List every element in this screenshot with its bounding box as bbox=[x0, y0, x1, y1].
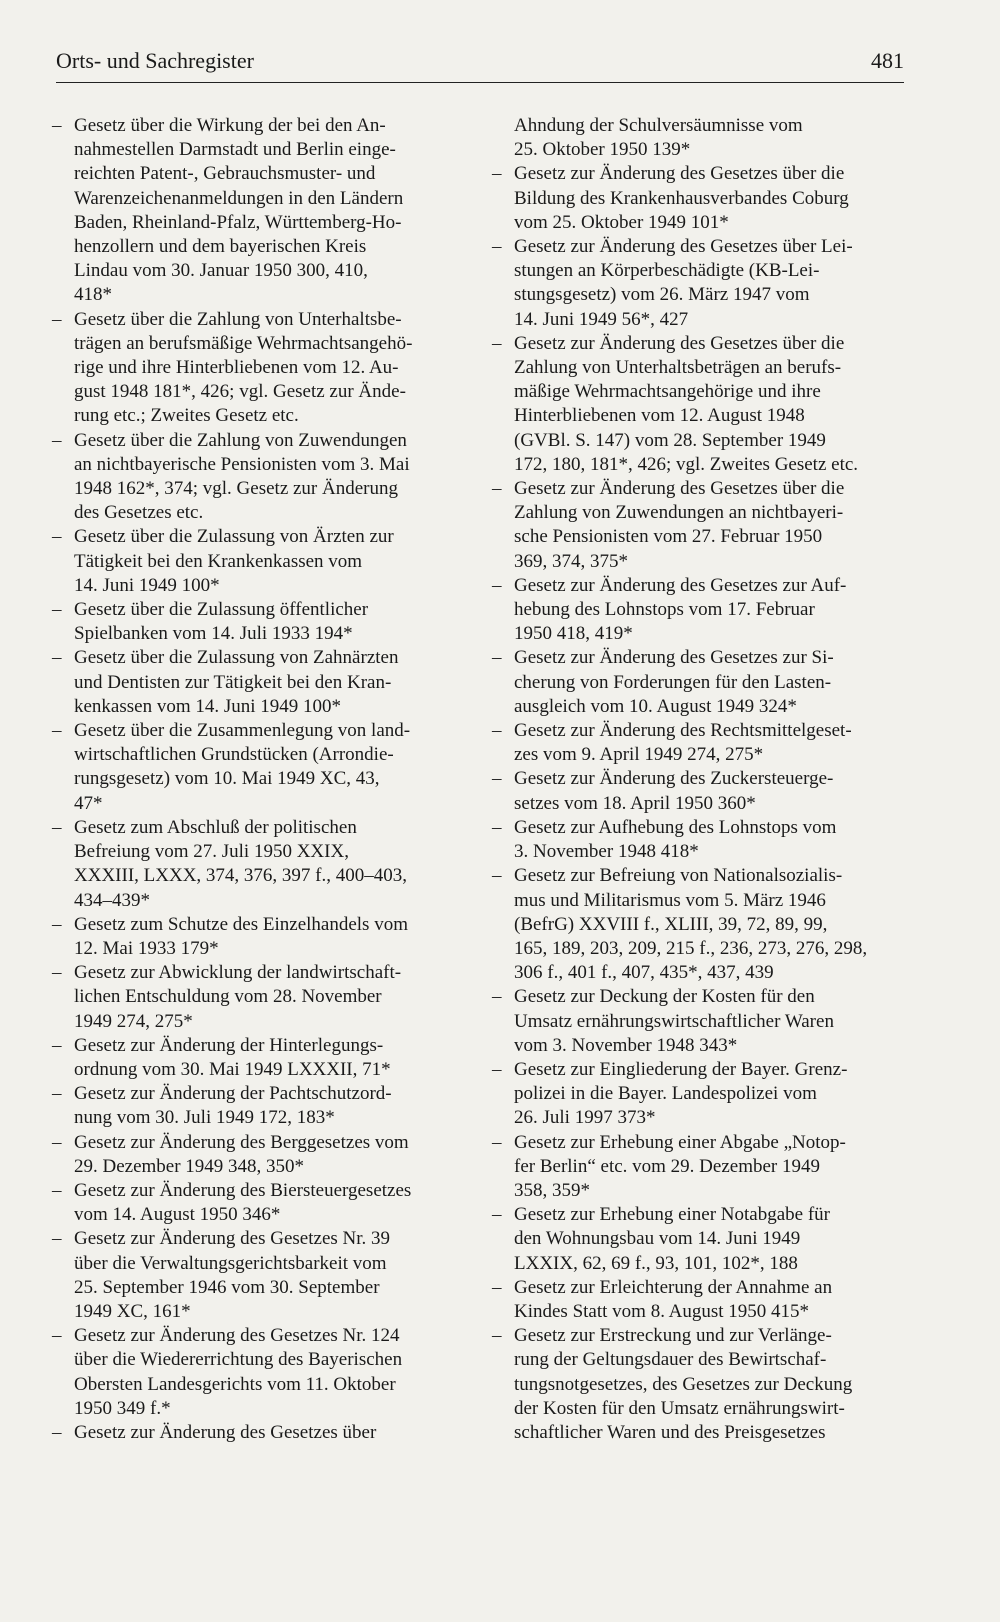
index-entry bbox=[52, 308, 452, 429]
entry-text: Gesetz zur Änderung des Gesetzes über die Bildung des Krankenhausverbandes Coburg vom 25. Oktober 1949 101* bbox=[514, 163, 849, 233]
index-entry bbox=[492, 477, 902, 574]
left-column bbox=[52, 114, 452, 1445]
entry-dash: – bbox=[52, 308, 62, 330]
index-entry bbox=[52, 598, 452, 646]
entry-dash: – bbox=[52, 1421, 62, 1443]
entry-dash: – bbox=[492, 163, 502, 185]
entry-text: Gesetz zur Erleichterung der Annahme an Kindes Statt vom 8. August 1950 415* bbox=[514, 1276, 833, 1322]
entry-text: Gesetz zur Änderung des Gesetzes über die Zahlung von Zuwendungen an nichtbayeri- sche Pensionisten vom 27. Februar 1950 369, 374, 375* bbox=[514, 478, 845, 572]
index-entry bbox=[492, 574, 902, 647]
index-entry bbox=[52, 1082, 452, 1130]
entry-dash: – bbox=[492, 1131, 502, 1153]
index-entry bbox=[52, 913, 452, 961]
entry-text: Gesetz zur Erhebung einer Abgabe „Notop- fer Berlin“ etc. vom 29. Dezember 1949 358, 359* bbox=[514, 1131, 846, 1201]
entry-dash: – bbox=[52, 526, 62, 548]
entry-text: Gesetz zur Änderung der Pachtschutzord- nung vom 30. Juli 1949 172, 183* bbox=[74, 1083, 392, 1129]
index-entry bbox=[52, 525, 452, 598]
entry-dash: – bbox=[492, 1325, 502, 1347]
entry-text: Gesetz zum Schutze des Einzelhandels vom 12. Mai 1933 179* bbox=[74, 913, 408, 959]
entry-dash: – bbox=[492, 478, 502, 500]
entry-text: Gesetz zur Änderung der Hinterlegungs- ordnung vom 30. Mai 1949 LXXXII, 71* bbox=[74, 1034, 391, 1080]
entry-dash: – bbox=[492, 647, 502, 669]
entry-dash: – bbox=[52, 599, 62, 621]
entry-dash: – bbox=[52, 1325, 62, 1347]
entry-dash: – bbox=[492, 1204, 502, 1226]
entry-text: Gesetz zur Änderung des Gesetzes über die Zahlung von Unterhaltsbeträgen an berufs- mäßige Wehrmachtsangehörige und ihre Hinterbliebenen vom 12. August 1948 (GVBl. S. 147) vom 28. September 1949 172, 180, 181*, 426; vgl. Zweites Gesetz etc. bbox=[514, 332, 859, 475]
entry-text: Gesetz zur Änderung des Berggesetzes vom 29. Dezember 1949 348, 350* bbox=[74, 1131, 409, 1177]
entry-text: Gesetz über die Zulassung öffentlicher Spielbanken vom 14. Juli 1933 194* bbox=[74, 599, 369, 645]
index-entry bbox=[492, 162, 902, 235]
entry-text: Gesetz über die Wirkung der bei den An- nahmestellen Darmstadt und Berlin einge- reichten Patent-, Gebrauchsmuster- und Warenzeichenanmeldungen in den Ländern Baden, Rheinland-Pfalz, Württemberg-Ho- henzollern und dem bayerischen Kreis Lindau vom 30. Januar 1950 300, 410, 418* bbox=[74, 115, 404, 306]
header-rule bbox=[56, 82, 904, 83]
entry-text: Gesetz zur Änderung des Gesetzes Nr. 124 über die Wiedererrichtung des Bayerischen Obersten Landesgerichts vom 11. Oktober 1950 349 f.* bbox=[74, 1325, 403, 1419]
entry-text: Ahndung der Schulversäumnisse vom 25. Oktober 1950 139* bbox=[514, 115, 803, 161]
entry-text: Gesetz zur Abwicklung der landwirtschaft- lichen Entschuldung vom 28. November 1949 274, 275* bbox=[74, 962, 402, 1032]
entry-dash: – bbox=[492, 332, 502, 354]
index-entry bbox=[492, 1324, 902, 1445]
entry-text: Gesetz über die Zusammenlegung von land- wirtschaftlichen Grundstücken (Arrondie- rungsgesetz) vom 10. Mai 1949 XC, 43, 47* bbox=[74, 720, 411, 814]
entry-dash: – bbox=[52, 1034, 62, 1056]
entry-text: Gesetz zur Änderung des Biersteuergesetzes vom 14. August 1950 346* bbox=[74, 1179, 412, 1226]
entry-text: Gesetz zur Änderung des Gesetzes Nr. 39 über die Verwaltungsgerichtsbarkeit vom 25. September 1946 vom 30. September 1949 XC, 161* bbox=[74, 1228, 391, 1322]
index-entry bbox=[52, 1179, 452, 1227]
entry-text: Gesetz über die Zulassung von Ärzten zur Tätigkeit bei den Krankenkassen vom 14. Juni 1949 100* bbox=[74, 526, 394, 596]
entry-text: Gesetz zur Erstreckung und zur Verlänge- rung der Geltungsdauer des Bewirtschaf- tungsnotgesetzes, des Gesetzes zur Deckung der Kosten für den Umsatz ernährungswirt- schaftlicher Waren und des Preisgesetzes bbox=[514, 1325, 853, 1443]
entry-text: Gesetz zur Änderung des Gesetzes über Lei- stungen an Körperbeschädigte (KB-Lei- stungsgesetz) vom 26. März 1947 vom 14. Juni 1949 56*, 427 bbox=[514, 236, 853, 330]
entry-dash: – bbox=[52, 1179, 62, 1201]
entry-text: Gesetz zum Abschluß der politischen Befreiung vom 27. Juli 1950 XXIX, XXXIII, LXXX, 374, 376, 397 f., 400–403, 434–439* bbox=[74, 816, 407, 911]
index-entry bbox=[492, 332, 902, 477]
index-entry bbox=[52, 1131, 452, 1179]
entry-text: Gesetz über die Zulassung von Zahnärzten und Dentisten zur Tätigkeit bei den Kran- kenkassen vom 14. Juni 1949 100* bbox=[74, 647, 399, 717]
index-entry bbox=[492, 114, 902, 162]
entry-text: Gesetz zur Erhebung einer Notabgabe für den Wohnungsbau vom 14. Juni 1949 LXXIX, 62, 69 f., 93, 101, 102*, 188 bbox=[514, 1204, 830, 1274]
entry-text: Gesetz zur Deckung der Kosten für den Umsatz ernährungswirtschaftlicher Waren vom 3. November 1948 343* bbox=[514, 986, 834, 1056]
index-entry bbox=[52, 961, 452, 1034]
entry-dash: – bbox=[52, 720, 62, 742]
entry-dash: – bbox=[492, 986, 502, 1008]
entry-dash: – bbox=[52, 429, 62, 451]
entry-dash: – bbox=[492, 1058, 502, 1080]
index-entry bbox=[492, 719, 902, 767]
entry-dash: – bbox=[52, 816, 62, 838]
index-entry bbox=[52, 429, 452, 526]
index-entry bbox=[492, 1131, 902, 1204]
index-entry bbox=[52, 1034, 452, 1082]
entry-dash: – bbox=[492, 574, 502, 596]
index-entry bbox=[492, 1276, 902, 1324]
index-entry bbox=[492, 816, 902, 864]
running-title: Orts- und Sachregister bbox=[56, 48, 254, 73]
entry-dash: – bbox=[492, 865, 502, 887]
index-entry bbox=[492, 767, 902, 815]
entry-dash: – bbox=[492, 236, 502, 258]
entry-text: Gesetz zur Änderung des Zuckersteuerge- setzes vom 18. April 1950 360* bbox=[514, 768, 834, 814]
entry-dash: – bbox=[52, 647, 62, 669]
page-header bbox=[56, 48, 904, 74]
entry-dash: – bbox=[492, 1276, 502, 1298]
entry-dash: – bbox=[52, 1228, 62, 1250]
right-column bbox=[492, 114, 902, 1445]
entry-dash: – bbox=[492, 768, 502, 790]
entry-dash: – bbox=[52, 913, 62, 935]
entry-text: Gesetz zur Aufhebung des Lohnstops vom 3. November 1948 418* bbox=[514, 816, 837, 863]
entry-text: Gesetz zur Eingliederung der Bayer. Grenz- polizei in die Bayer. Landespolizei vom 26. Juli 1997 373* bbox=[514, 1058, 848, 1129]
entry-dash: – bbox=[52, 1083, 62, 1105]
entry-dash: – bbox=[492, 720, 502, 742]
entry-dash: – bbox=[52, 1131, 62, 1153]
entry-text: Gesetz zur Änderung des Rechtsmittelgeset- zes vom 9. April 1949 274, 275* bbox=[514, 720, 852, 766]
index-entry bbox=[492, 1203, 902, 1276]
index-entry bbox=[52, 816, 452, 913]
entry-dash: – bbox=[52, 115, 62, 136]
index-entry bbox=[52, 1227, 452, 1324]
entry-text: Gesetz zur Befreiung von Nationalsozialis- mus und Militarismus vom 5. März 1946 (BefrG) XXVIII f., XLIII, 39, 72, 89, 99, 165, 189, 203, 209, 215 f., 236, 273, 276, 298, 306 f., 401 f., 407, 435*, 437, 439 bbox=[514, 865, 868, 984]
index-entry bbox=[492, 646, 902, 719]
page-number: 481 bbox=[871, 48, 904, 73]
index-entry bbox=[492, 985, 902, 1058]
index-entry bbox=[52, 1421, 452, 1445]
index-entry bbox=[492, 1058, 902, 1131]
index-entry bbox=[52, 719, 452, 816]
index-entry bbox=[492, 864, 902, 985]
entry-dash: – bbox=[52, 962, 62, 984]
index-entry bbox=[492, 235, 902, 332]
entry-text: Gesetz zur Änderung des Gesetzes zur Si- cherung von Forderungen für den Lasten- ausgleich vom 10. August 1949 324* bbox=[514, 647, 834, 717]
entry-text: Gesetz über die Zahlung von Unterhaltsbe- trägen an berufsmäßige Wehrmachtsangehö- rige und ihre Hinterbliebenen vom 12. Au- gust 1948 181*, 426; vgl. Gesetz zur Ände- rung etc.; Zweites Gesetz etc. bbox=[74, 308, 413, 427]
entry-text: Gesetz zur Änderung des Gesetzes zur Auf- hebung des Lohnstops vom 17. Februar 1950 418, 419* bbox=[514, 574, 847, 645]
entry-text: Gesetz über die Zahlung von Zuwendungen an nichtbayerische Pensionisten vom 3. Mai 1948 162*, 374; vgl. Gesetz zur Änderung des Gesetzes etc. bbox=[74, 429, 410, 524]
index-entry bbox=[52, 1324, 452, 1421]
index-entry bbox=[52, 114, 452, 308]
entry-dash: – bbox=[492, 816, 502, 838]
entry-text: Gesetz zur Änderung des Gesetzes über bbox=[74, 1421, 377, 1443]
index-entry bbox=[52, 646, 452, 719]
